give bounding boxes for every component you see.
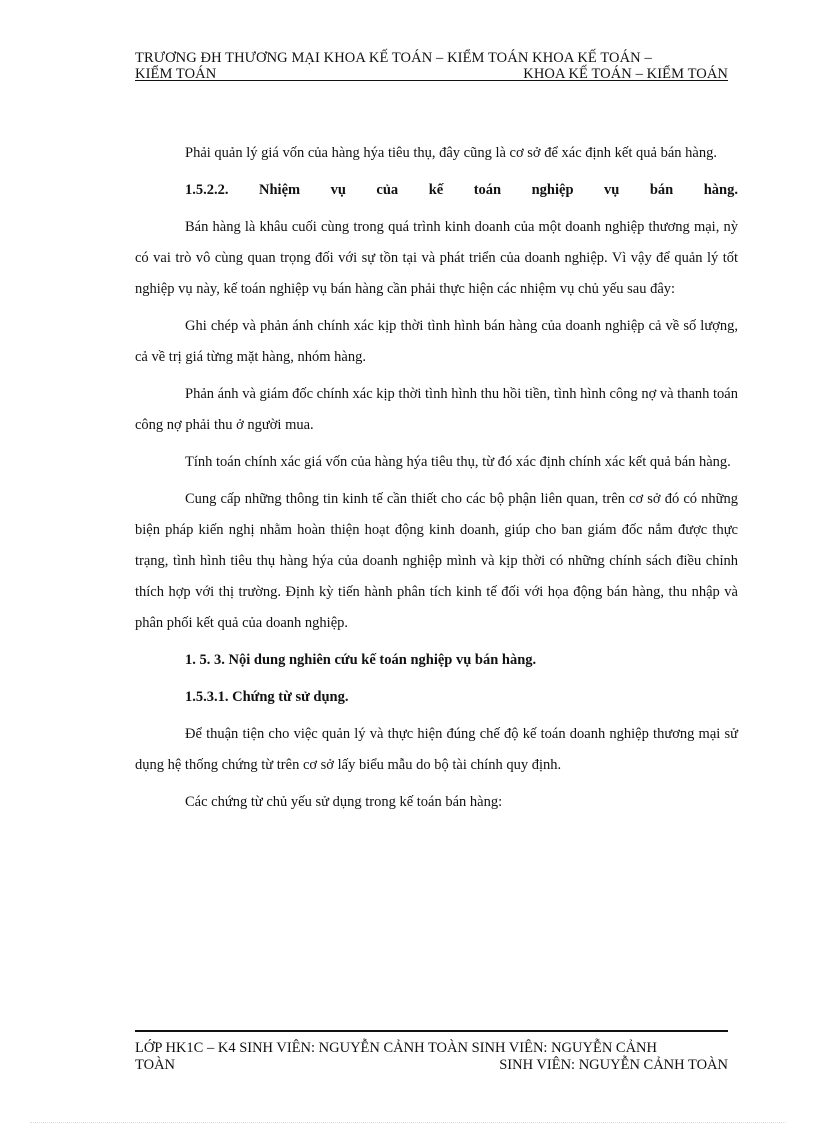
document-body xyxy=(135,138,738,824)
paragraph-main-documents: Các chứng từ chủ yếu sử dụng trong kế toán bán hàng: xyxy=(185,794,503,810)
heading-1-5-3: 1. 5. 3. Nội dung nghiên cứu kế toán nghiệp vụ bán hàng. xyxy=(185,652,537,668)
paragraph-cost-calculation: Tính toán chính xác giá vốn của hàng hýa tiêu thụ, từ đó xác định chính xác kết quả bán hàng. xyxy=(185,454,731,470)
header-line-1: TRƯƠNG ĐH THƯƠNG MẠI KHOA KẾ TOÁN – KIỂM TOÁN KHOA KẾ TOÁN – xyxy=(135,50,652,66)
header-rule xyxy=(135,80,728,81)
paragraph-sales-role: Bán hàng là khâu cuối cùng trong quá trình kinh doanh của một doanh nghiệp thương mại, nỳ có vai trò vô cùng quan trọng đối với sự tồn tại và phát triển của doanh nghiệp. Vì vậy để quản lý tốt nghiệp vụ này, kế toán nghiệp vụ bán hàng cần phải thực hiện các nhiệm vụ chủ yếu sau đây: xyxy=(135,219,738,297)
footer-line-2-left: TOÀN xyxy=(135,1057,176,1073)
paragraph-documents-system: Để thuận tiện cho việc quản lý và thực hiện đúng chế độ kế toán doanh nghiệp thương mại sử dụng hệ thống chứng từ trên cơ sở lấy biểu mẫu do bộ tài chính quy định. xyxy=(135,726,738,773)
page-footer xyxy=(135,1040,728,1074)
heading-1-5-2-2: 1.5.2.2. Nhiệm vụ của kế toán nghiệp vụ bán hàng. xyxy=(185,182,738,198)
header-line-2-right: KHOA KẾ TOÁN – KIỂM TOÁN xyxy=(523,66,728,82)
paragraph-cost-management: Phải quản lý giá vốn của hàng hýa tiêu thụ, đây cũng là cơ sở để xác định kết quả bán hàng. xyxy=(185,145,717,161)
footer-rule xyxy=(135,1030,728,1032)
paragraph-debt-monitoring: Phản ánh và giám đốc chính xác kịp thời tình hình thu hồi tiền, tình hình công nợ và thanh toán công nợ phải thu ở người mua. xyxy=(135,386,738,433)
paragraph-information-supply: Cung cấp những thông tin kinh tế cần thiết cho các bộ phận liên quan, trên cơ sở đó có những biện pháp kiến nghị nhằm hoàn thiện hoạt động kinh doanh, giúp cho ban giám đốc nắm được thực trạng, tình hình tiêu thụ hàng hýa của doanh nghiệp mình và kịp thời có những chính sách điều chỉnh thích hợp với thị trường. Định kỳ tiến hành phân tích kinh tế đối với họa động bán hàng, thu nhập và phân phối kết quả của doanh nghiệp. xyxy=(135,491,738,631)
footer-line-2 xyxy=(135,1057,728,1074)
footer-line-1: LỚP HK1C – K4 SINH VIÊN: NGUYỄN CẢNH TOÀN SINH VIÊN: NGUYỄN CẢNH xyxy=(135,1040,657,1056)
header-line-2-left: KIỂM TOÁN xyxy=(135,66,217,82)
footer-line-2-right: SINH VIÊN: NGUYỄN CẢNH TOÀN xyxy=(499,1057,728,1073)
page-header xyxy=(135,50,728,82)
paragraph-record-sales: Ghi chép và phản ánh chính xác kịp thời tình hình bán hàng của doanh nghiệp cả về số lượng, cả về trị giá từng mặt hàng, nhóm hàng. xyxy=(135,318,738,365)
heading-1-5-3-1: 1.5.3.1. Chứng từ sử dụng. xyxy=(185,689,349,705)
